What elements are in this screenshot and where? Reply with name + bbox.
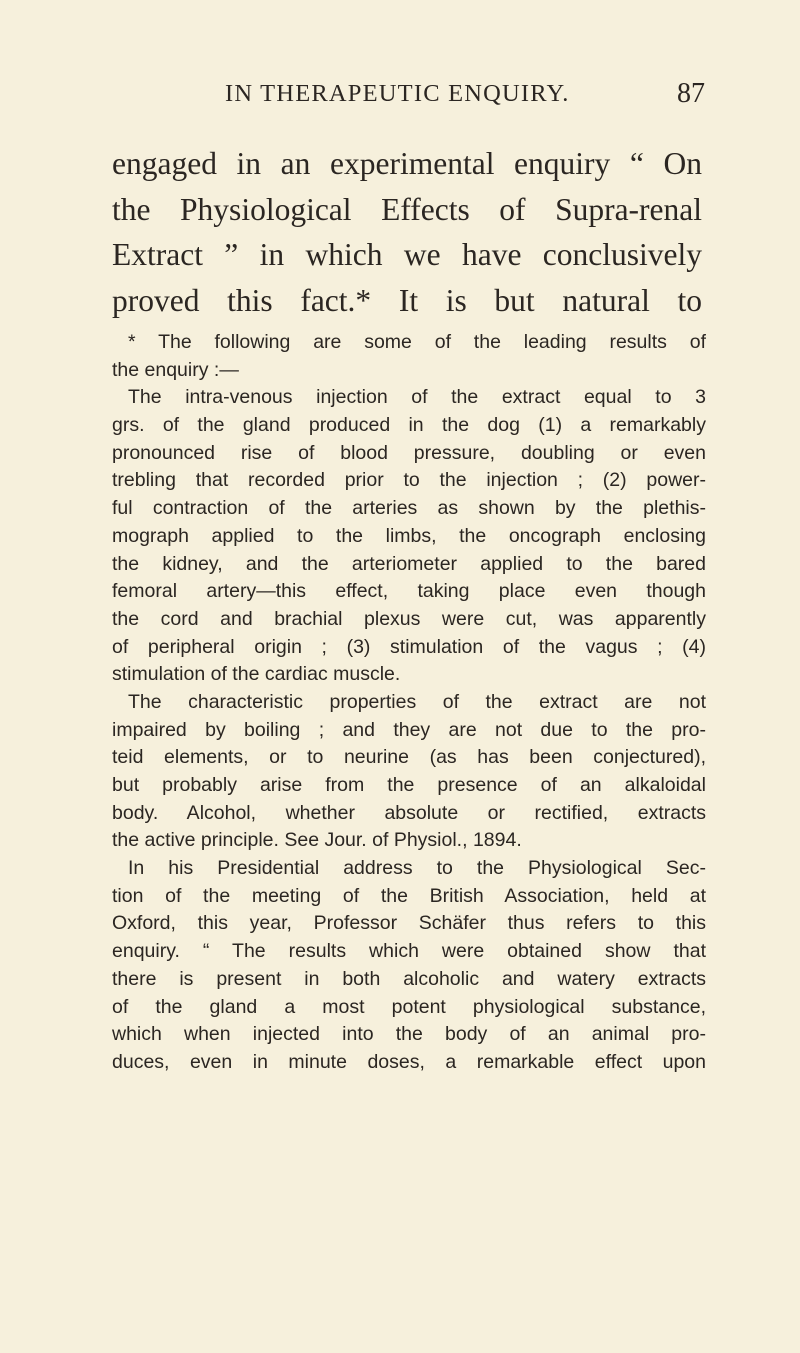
footnote-line: the cord and brachial plexus were cut, was apparently <box>112 607 706 630</box>
footnote-line: the enquiry :— <box>112 358 239 381</box>
running-head <box>225 80 705 120</box>
footnote-line: mograph applied to the limbs, the oncograph enclosing <box>112 524 706 547</box>
footnote-line: Oxford, this year, Professor Schäfer thus refers to this <box>112 912 706 935</box>
footnote-line: teid elements, or to neurine (as has been conjectured), <box>112 746 706 769</box>
footnote-line: but probably arise from the presence of an alkaloidal <box>112 774 706 796</box>
footnote-line: grs. of the gland produced in the dog (1) a remarkably <box>112 414 706 437</box>
footnote-line: The characteristic properties of the extract are not <box>128 690 706 713</box>
footnote-line: of the gland a most potent physiological substance, <box>112 995 706 1018</box>
body-line: engaged in an experimental enquiry “ On <box>112 146 702 181</box>
body-line: Extract ” in which we have conclusively <box>112 237 702 273</box>
footnote <box>112 329 706 1077</box>
footnote-line: the kidney, and the arteriometer applied to the bared <box>112 552 706 575</box>
footnote-line: pronounced rise of blood pressure, doubling or even <box>112 441 706 464</box>
footnote-line: * The following are some of the leading results of <box>128 331 706 353</box>
footnote-line: enquiry. “ The results which were obtained show that <box>112 940 706 963</box>
footnote-line: femoral artery—this effect, taking place even though <box>112 580 706 603</box>
running-title: IN THERAPEUTIC ENQUIRY. <box>225 80 570 107</box>
footnote-line: tion of the meeting of the British Association, held at <box>112 884 706 907</box>
body-text <box>112 141 702 323</box>
footnote-line: ful contraction of the arteries as shown by the plethis- <box>112 497 706 520</box>
footnote-line: The intra-venous injection of the extract equal to 3 <box>128 386 706 409</box>
footnote-line: impaired by boiling ; and they are not due to the pro- <box>112 718 706 741</box>
body-line: the Physiological Effects of Supra-renal <box>112 191 702 227</box>
footnote-line: In his Presidential address to the Physiological Sec- <box>128 857 706 880</box>
footnote-line: duces, even in minute doses, a remarkable effect upon <box>112 1050 706 1073</box>
footnote-line: there is present in both alcoholic and watery extracts <box>112 967 706 990</box>
page-number: 87 <box>677 78 705 109</box>
footnote-line: the active principle. See Jour. of Physiol., 1894. <box>112 829 522 852</box>
footnote-line: stimulation of the cardiac muscle. <box>112 663 401 686</box>
footnote-line: of peripheral origin ; (3) stimulation of the vagus ; (4) <box>112 635 706 658</box>
footnote-line: which when injected into the body of an animal pro- <box>112 1023 706 1046</box>
footnote-line: trebling that recorded prior to the injection ; (2) power- <box>112 469 706 492</box>
footnote-line: body. Alcohol, whether absolute or rectified, extracts <box>112 801 706 824</box>
body-line: proved this fact.* It is but natural to <box>112 282 702 318</box>
